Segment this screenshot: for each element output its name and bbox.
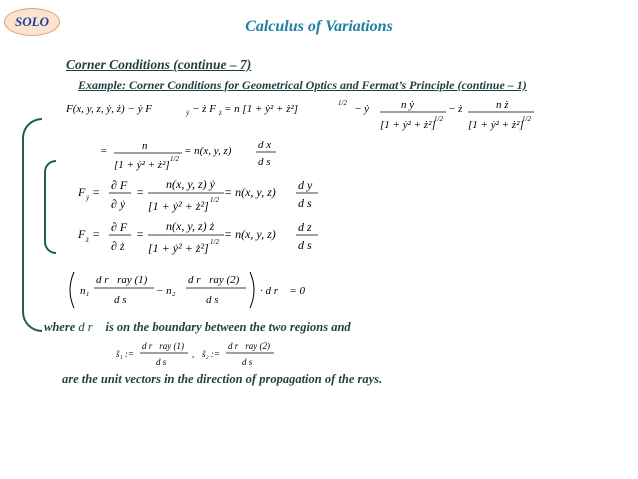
eq4-sub: ż bbox=[86, 236, 89, 244]
eq4-den: [1 + ẏ² + ż²] bbox=[148, 241, 209, 255]
eq5-num1: d r⃗ray (1) bbox=[96, 274, 148, 286]
eq2-num: n bbox=[142, 140, 148, 152]
eq5-tail: · d r⃗ = 0 bbox=[260, 285, 306, 297]
eq6-s2: ŝ₂ := bbox=[202, 349, 220, 359]
eq6-s1: ŝ₁ := bbox=[116, 349, 134, 359]
eq1-den2-exp: 1/2 bbox=[522, 115, 531, 123]
eq4-dden: d s bbox=[298, 238, 312, 252]
equation-4-svg bbox=[78, 218, 378, 260]
equation-6 bbox=[116, 340, 346, 375]
eq6-num2: d r⃗ray (2) bbox=[228, 341, 270, 351]
eq1-exp: 1/2 bbox=[338, 99, 347, 107]
eq1-lhs: F(x, y, z, ẏ, ż) − ẏ F bbox=[66, 103, 152, 115]
eq4-mid: = n(x, y, z) bbox=[224, 227, 276, 241]
eq1-num1: n ẏ bbox=[401, 99, 415, 111]
eq5-num2: d r⃗ray (2) bbox=[188, 274, 240, 286]
eq1-lhs-sub-z: ż bbox=[219, 109, 222, 117]
eq1-root: = n [1 + ẏ² + ż²] bbox=[224, 103, 299, 115]
where-dr: d r⃗ bbox=[78, 320, 103, 334]
eq3-eq-2: = bbox=[136, 185, 145, 199]
eq1-den1-exp: 1/2 bbox=[434, 115, 443, 123]
eq5-minus: − n₂ bbox=[156, 285, 176, 297]
example-heading: Example: Corner Conditions for Geometrical Optics and Fermat’s Principle (continue – 1) bbox=[78, 78, 527, 92]
left-brace-decoration bbox=[22, 118, 42, 332]
equation-3-svg bbox=[78, 176, 378, 218]
eq1-lhs-mid: − ż F bbox=[192, 103, 216, 115]
eq2-dden: d s bbox=[258, 156, 271, 168]
eq4-eq: = bbox=[92, 227, 101, 241]
eq1-den2: [1 + ẏ² + ż²] bbox=[468, 119, 524, 131]
eq3-mid: = n(x, y, z) bbox=[224, 185, 276, 199]
eq4-lhs: F bbox=[78, 227, 86, 241]
eq5-n1: n₁ bbox=[80, 285, 90, 297]
slide-title: Calculus of Variations bbox=[245, 18, 393, 35]
solo-badge-label: SOLO bbox=[15, 14, 49, 29]
eq3-lhs: F bbox=[78, 185, 86, 199]
eq5-right-paren bbox=[250, 272, 254, 308]
equation-1 bbox=[66, 98, 626, 132]
eq6-comma: , bbox=[192, 349, 195, 359]
equation-2 bbox=[100, 138, 360, 175]
eq4-num: n(x, y, z) ż bbox=[166, 219, 215, 233]
eq6-num1: d r⃗ray (1) bbox=[142, 341, 184, 351]
eq1-lhs-sub-y: ẏ bbox=[186, 109, 190, 117]
equation-5 bbox=[66, 268, 326, 315]
eq5-left-paren bbox=[70, 272, 74, 308]
eq4-pden: ∂ ż bbox=[111, 239, 125, 253]
equation-6-svg bbox=[116, 340, 346, 372]
eq2-equals: = bbox=[100, 145, 108, 157]
where-rest: is on the boundary between the two regions and bbox=[105, 320, 351, 334]
eq4-eq-2: = bbox=[136, 227, 145, 241]
inner-brace-decoration bbox=[44, 160, 56, 254]
eq3-sub: ẏ bbox=[86, 194, 90, 202]
equation-3 bbox=[78, 176, 378, 221]
eq3-eq: = bbox=[92, 185, 101, 199]
eq5-den2: d s bbox=[206, 294, 219, 306]
eq1-minus-y: − ẏ bbox=[354, 103, 370, 115]
eq5-den1: d s bbox=[114, 294, 127, 306]
eq4-dnum: d z bbox=[298, 220, 312, 234]
equation-5-svg bbox=[66, 268, 326, 312]
equation-1-svg bbox=[66, 98, 626, 136]
eq1-den1: [1 + ẏ² + ż²] bbox=[380, 119, 436, 131]
eq3-den-exp: 1/2 bbox=[210, 196, 219, 204]
section-heading: Corner Conditions (continue – 7) bbox=[66, 57, 252, 72]
eq2-dnum: d x bbox=[258, 139, 272, 151]
equation-4 bbox=[78, 218, 378, 263]
eq3-den: [1 + ẏ² + ż²] bbox=[148, 199, 209, 213]
eq3-dnum: d y bbox=[298, 178, 313, 192]
eq3-num: n(x, y, z) ẏ bbox=[166, 177, 215, 191]
eq6-den2: d s bbox=[242, 357, 253, 367]
where-line bbox=[44, 320, 351, 335]
eq6-den1: d s bbox=[156, 357, 167, 367]
eq2-den: [1 + ẏ² + ż²] bbox=[114, 159, 170, 171]
footer-note: are the unit vectors in the direction of propagation of the rays. bbox=[62, 372, 383, 386]
eq1-num2: n ż bbox=[496, 99, 509, 111]
eq4-den-exp: 1/2 bbox=[210, 238, 219, 246]
equation-2-svg bbox=[100, 138, 360, 172]
eq4-pnum: ∂ F bbox=[111, 220, 128, 234]
eq1-minus-z: − ż bbox=[448, 103, 463, 115]
eq3-dden: d s bbox=[298, 196, 312, 210]
eq3-pden: ∂ ẏ bbox=[111, 197, 126, 211]
eq2-mid: = n(x, y, z) bbox=[184, 145, 232, 157]
where-lead: where bbox=[44, 320, 76, 334]
eq3-pnum: ∂ F bbox=[111, 178, 128, 192]
eq2-den-exp: 1/2 bbox=[170, 155, 179, 163]
